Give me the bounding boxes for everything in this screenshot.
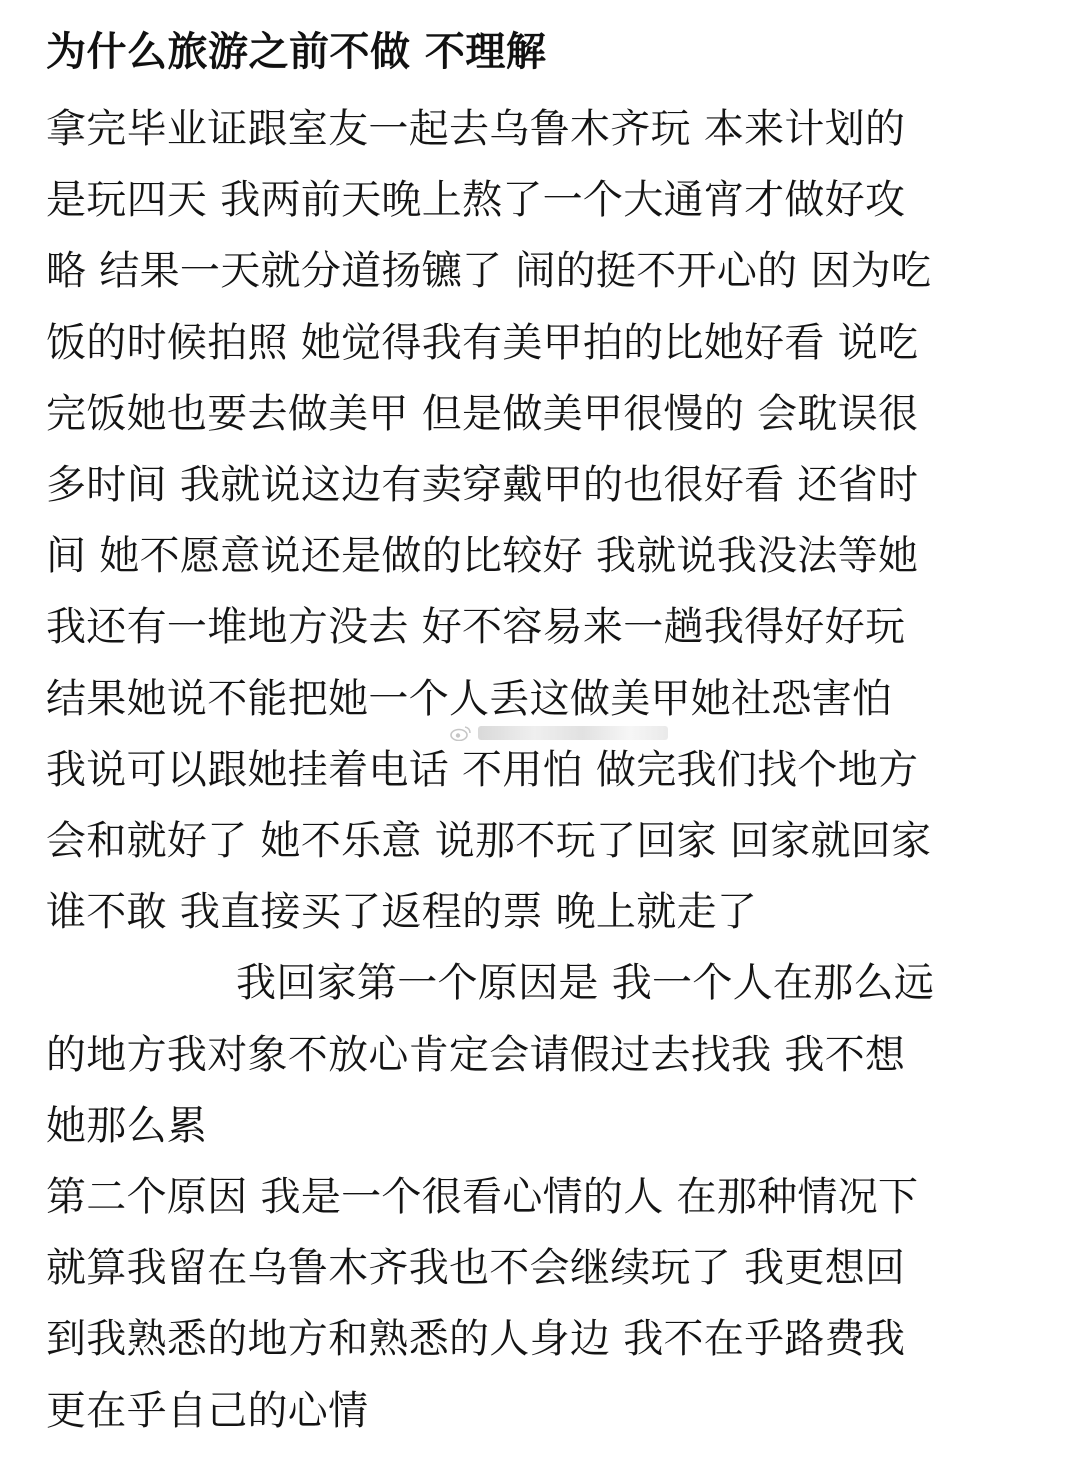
body-line: 她那么累 (46, 1102, 208, 1149)
body-line: 饭的时候拍照 她觉得我有美甲拍的比她好看 说吃 (46, 319, 919, 366)
body-line: 结果她说不能把她一个人丢这做美甲她社恐害怕 (46, 675, 893, 722)
weibo-logo-icon (450, 725, 472, 741)
post-body (46, 94, 1036, 1447)
body-line: 间 她不愿意说还是做的比较好 我就说我没法等她 (46, 533, 919, 580)
body-line: 我还有一堆地方没去 好不容易来一趟我得好好玩 (46, 604, 906, 651)
body-line: 我说可以跟她挂着电话 不用怕 做完我们找个地方 (46, 746, 919, 793)
body-line: 多时间 我就说这边有卖穿戴甲的也很好看 还省时 (46, 462, 919, 509)
body-line: 谁不敢 我直接买了返程的票 晚上就走了 (46, 889, 758, 936)
body-line: 拿完毕业证跟室友一起去乌鲁木齐玩 本来计划的 (46, 106, 906, 152)
body-line: 是玩四天 我两前天晚上熬了一个大通宵才做好攻 (46, 177, 906, 224)
body-line: 的地方我对象不放心肯定会请假过去找我 我不想 (46, 1031, 906, 1078)
body-line-indented: 我回家第一个原因是 我一个人在那么远 (236, 960, 935, 1007)
body-line: 更在乎自己的心情 (46, 1387, 369, 1434)
body-line: 略 结果一天就分道扬镳了 闹的挺不开心的 因为吃 (46, 248, 932, 295)
post-title: 为什么旅游之前不做 不理解 (46, 29, 547, 75)
body-line: 会和就好了 她不乐意 说那不玩了回家 回家就回家 (46, 818, 932, 865)
body-line: 就算我留在乌鲁木齐我也不会继续玩了 我更想回 (46, 1245, 906, 1292)
body-line: 完饭她也要去做美甲 但是做美甲很慢的 会耽误很 (46, 390, 919, 437)
body-line: 到我熟悉的地方和熟悉的人身边 我不在乎路费我 (46, 1316, 906, 1363)
body-line: 第二个原因 我是一个很看心情的人 在那种情况下 (46, 1174, 919, 1221)
watermark (450, 722, 680, 744)
watermark-blur (478, 726, 668, 740)
